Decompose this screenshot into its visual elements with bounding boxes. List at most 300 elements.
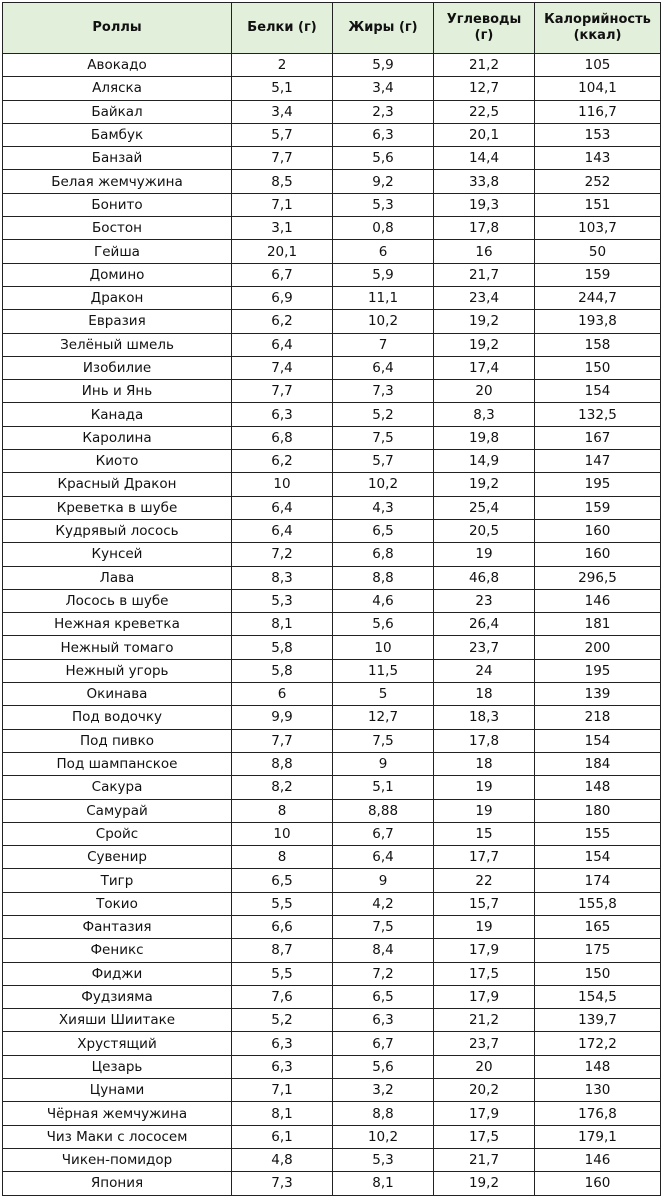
protein-value: 5,8 <box>232 659 333 682</box>
calories-value: 218 <box>535 706 661 729</box>
table-row <box>3 426 661 449</box>
protein-value: 7,7 <box>232 147 333 170</box>
roll-name: Киото <box>3 450 232 473</box>
fat-value: 12,7 <box>333 706 434 729</box>
roll-name: Аляска <box>3 77 232 100</box>
fat-value: 6,7 <box>333 822 434 845</box>
carbs-value: 19,2 <box>434 473 535 496</box>
protein-value: 8,8 <box>232 752 333 775</box>
roll-name: Чиз Маки с лососем <box>3 1125 232 1148</box>
header-carbs: Углеводы (г) <box>434 3 535 54</box>
protein-value: 8,1 <box>232 613 333 636</box>
carbs-value: 24 <box>434 659 535 682</box>
fat-value: 5,3 <box>333 193 434 216</box>
fat-value: 10,2 <box>333 1125 434 1148</box>
calories-value: 160 <box>535 519 661 542</box>
calories-value: 153 <box>535 123 661 146</box>
roll-name: Феникс <box>3 939 232 962</box>
carbs-value: 21,7 <box>434 263 535 286</box>
calories-value: 50 <box>535 240 661 263</box>
table-row <box>3 403 661 426</box>
protein-value: 7,7 <box>232 380 333 403</box>
calories-value: 103,7 <box>535 217 661 240</box>
roll-name: Инь и Янь <box>3 380 232 403</box>
roll-name: Сувенир <box>3 846 232 869</box>
carbs-value: 25,4 <box>434 496 535 519</box>
roll-name: Тигр <box>3 869 232 892</box>
protein-value: 5,7 <box>232 123 333 146</box>
fat-value: 6,4 <box>333 356 434 379</box>
roll-name: Япония <box>3 1172 232 1195</box>
table-row <box>3 636 661 659</box>
fat-value: 5,6 <box>333 1055 434 1078</box>
carbs-value: 17,4 <box>434 356 535 379</box>
fat-value: 11,5 <box>333 659 434 682</box>
carbs-value: 8,3 <box>434 403 535 426</box>
fat-value: 8,4 <box>333 939 434 962</box>
fat-value: 4,6 <box>333 589 434 612</box>
protein-value: 8,1 <box>232 1102 333 1125</box>
table-row <box>3 683 661 706</box>
carbs-value: 14,4 <box>434 147 535 170</box>
roll-name: Домино <box>3 263 232 286</box>
protein-value: 3,4 <box>232 100 333 123</box>
fat-value: 5,6 <box>333 613 434 636</box>
table-row <box>3 170 661 193</box>
carbs-value: 22 <box>434 869 535 892</box>
carbs-value: 18,3 <box>434 706 535 729</box>
calories-value: 160 <box>535 543 661 566</box>
table-row <box>3 985 661 1008</box>
carbs-value: 17,5 <box>434 1125 535 1148</box>
carbs-value: 21,2 <box>434 1009 535 1032</box>
header-fat: Жиры (г) <box>333 3 434 54</box>
table-row <box>3 1009 661 1032</box>
fat-value: 7 <box>333 333 434 356</box>
roll-name: Сакура <box>3 776 232 799</box>
protein-value: 6,3 <box>232 403 333 426</box>
protein-value: 2 <box>232 54 333 77</box>
protein-value: 6,2 <box>232 450 333 473</box>
table-row <box>3 240 661 263</box>
carbs-value: 18 <box>434 752 535 775</box>
protein-value: 5,5 <box>232 892 333 915</box>
roll-name: Бамбук <box>3 123 232 146</box>
table-row <box>3 356 661 379</box>
carbs-value: 17,9 <box>434 939 535 962</box>
table-row <box>3 77 661 100</box>
carbs-value: 19,2 <box>434 333 535 356</box>
roll-name: Фантазия <box>3 915 232 938</box>
carbs-value: 20,1 <box>434 123 535 146</box>
carbs-value: 17,9 <box>434 985 535 1008</box>
table-row <box>3 147 661 170</box>
calories-value: 175 <box>535 939 661 962</box>
table-row <box>3 519 661 542</box>
protein-value: 6,8 <box>232 426 333 449</box>
protein-value: 5,8 <box>232 636 333 659</box>
roll-name: Гейша <box>3 240 232 263</box>
header-protein: Белки (г) <box>232 3 333 54</box>
table-row <box>3 869 661 892</box>
table-row <box>3 473 661 496</box>
protein-value: 6,4 <box>232 496 333 519</box>
protein-value: 8 <box>232 799 333 822</box>
table-row <box>3 380 661 403</box>
fat-value: 10 <box>333 636 434 659</box>
table-row <box>3 799 661 822</box>
calories-value: 167 <box>535 426 661 449</box>
fat-value: 5,9 <box>333 263 434 286</box>
table-row <box>3 1102 661 1125</box>
table-row <box>3 846 661 869</box>
table-row <box>3 1032 661 1055</box>
calories-value: 159 <box>535 496 661 519</box>
table-body <box>3 54 661 1196</box>
roll-name: Бонито <box>3 193 232 216</box>
table-row <box>3 962 661 985</box>
protein-value: 6,6 <box>232 915 333 938</box>
protein-value: 7,1 <box>232 193 333 216</box>
carbs-value: 20,2 <box>434 1079 535 1102</box>
fat-value: 7,5 <box>333 915 434 938</box>
table-row <box>3 286 661 309</box>
fat-value: 7,2 <box>333 962 434 985</box>
protein-value: 8,3 <box>232 566 333 589</box>
roll-name: Лосось в шубе <box>3 589 232 612</box>
protein-value: 8,7 <box>232 939 333 962</box>
protein-value: 5,5 <box>232 962 333 985</box>
roll-name: Байкал <box>3 100 232 123</box>
carbs-value: 20,5 <box>434 519 535 542</box>
carbs-value: 19 <box>434 915 535 938</box>
table-row <box>3 1125 661 1148</box>
calories-value: 193,8 <box>535 310 661 333</box>
table-row <box>3 752 661 775</box>
fat-value: 2,3 <box>333 100 434 123</box>
protein-value: 6,3 <box>232 1032 333 1055</box>
protein-value: 6,5 <box>232 869 333 892</box>
calories-value: 151 <box>535 193 661 216</box>
roll-name: Хияши Шиитаке <box>3 1009 232 1032</box>
roll-name: Окинава <box>3 683 232 706</box>
roll-name: Хрустящий <box>3 1032 232 1055</box>
table-row <box>3 1172 661 1195</box>
calories-value: 172,2 <box>535 1032 661 1055</box>
protein-value: 6,2 <box>232 310 333 333</box>
carbs-value: 19 <box>434 776 535 799</box>
carbs-value: 21,7 <box>434 1148 535 1171</box>
table-row <box>3 193 661 216</box>
header-calories: Калорийность (ккал) <box>535 3 661 54</box>
roll-name: Сройс <box>3 822 232 845</box>
carbs-value: 15,7 <box>434 892 535 915</box>
carbs-value: 23 <box>434 589 535 612</box>
protein-value: 6,1 <box>232 1125 333 1148</box>
fat-value: 7,5 <box>333 729 434 752</box>
calories-value: 132,5 <box>535 403 661 426</box>
roll-name: Самурай <box>3 799 232 822</box>
roll-name: Фиджи <box>3 962 232 985</box>
protein-value: 7,2 <box>232 543 333 566</box>
fat-value: 9,2 <box>333 170 434 193</box>
table-row <box>3 915 661 938</box>
protein-value: 6,4 <box>232 333 333 356</box>
fat-value: 3,4 <box>333 77 434 100</box>
roll-name: Чёрная жемчужина <box>3 1102 232 1125</box>
fat-value: 8,1 <box>333 1172 434 1195</box>
table-row <box>3 729 661 752</box>
protein-value: 6,4 <box>232 519 333 542</box>
calories-value: 116,7 <box>535 100 661 123</box>
calories-value: 155 <box>535 822 661 845</box>
carbs-value: 17,8 <box>434 729 535 752</box>
calories-value: 139,7 <box>535 1009 661 1032</box>
calories-value: 195 <box>535 659 661 682</box>
carbs-value: 23,4 <box>434 286 535 309</box>
protein-value: 4,8 <box>232 1148 333 1171</box>
roll-name: Под водочку <box>3 706 232 729</box>
fat-value: 10,2 <box>333 473 434 496</box>
calories-value: 105 <box>535 54 661 77</box>
protein-value: 8,5 <box>232 170 333 193</box>
carbs-value: 19,3 <box>434 193 535 216</box>
fat-value: 11,1 <box>333 286 434 309</box>
calories-value: 150 <box>535 962 661 985</box>
protein-value: 5,3 <box>232 589 333 612</box>
roll-name: Евразия <box>3 310 232 333</box>
roll-name: Авокадо <box>3 54 232 77</box>
calories-value: 147 <box>535 450 661 473</box>
roll-name: Белая жемчужина <box>3 170 232 193</box>
calories-value: 139 <box>535 683 661 706</box>
fat-value: 0,8 <box>333 217 434 240</box>
fat-value: 5 <box>333 683 434 706</box>
table-row <box>3 123 661 146</box>
fat-value: 6 <box>333 240 434 263</box>
carbs-value: 17,9 <box>434 1102 535 1125</box>
protein-value: 6 <box>232 683 333 706</box>
protein-value: 5,1 <box>232 77 333 100</box>
table-row <box>3 263 661 286</box>
table-row <box>3 776 661 799</box>
carbs-value: 33,8 <box>434 170 535 193</box>
protein-value: 7,3 <box>232 1172 333 1195</box>
protein-value: 6,7 <box>232 263 333 286</box>
calories-value: 104,1 <box>535 77 661 100</box>
roll-name: Лава <box>3 566 232 589</box>
protein-value: 9,9 <box>232 706 333 729</box>
roll-name: Бостон <box>3 217 232 240</box>
calories-value: 148 <box>535 776 661 799</box>
calories-value: 296,5 <box>535 566 661 589</box>
protein-value: 20,1 <box>232 240 333 263</box>
header-row <box>3 3 661 54</box>
calories-value: 176,8 <box>535 1102 661 1125</box>
roll-name: Креветка в шубе <box>3 496 232 519</box>
carbs-value: 23,7 <box>434 636 535 659</box>
calories-value: 154 <box>535 380 661 403</box>
table-row <box>3 892 661 915</box>
roll-name: Токио <box>3 892 232 915</box>
table-row <box>3 1079 661 1102</box>
calories-value: 181 <box>535 613 661 636</box>
fat-value: 5,2 <box>333 403 434 426</box>
table-row <box>3 659 661 682</box>
table-row <box>3 939 661 962</box>
roll-name: Каролина <box>3 426 232 449</box>
protein-value: 8,2 <box>232 776 333 799</box>
calories-value: 180 <box>535 799 661 822</box>
table-row <box>3 450 661 473</box>
roll-name: Красный Дракон <box>3 473 232 496</box>
calories-value: 174 <box>535 869 661 892</box>
table-header <box>3 3 661 54</box>
calories-value: 146 <box>535 589 661 612</box>
fat-value: 6,5 <box>333 519 434 542</box>
fat-value: 4,2 <box>333 892 434 915</box>
carbs-value: 17,8 <box>434 217 535 240</box>
roll-name: Дракон <box>3 286 232 309</box>
calories-value: 146 <box>535 1148 661 1171</box>
carbs-value: 20 <box>434 380 535 403</box>
calories-value: 148 <box>535 1055 661 1078</box>
carbs-value: 17,5 <box>434 962 535 985</box>
fat-value: 6,5 <box>333 985 434 1008</box>
carbs-value: 46,8 <box>434 566 535 589</box>
protein-value: 3,1 <box>232 217 333 240</box>
roll-name: Под пивко <box>3 729 232 752</box>
carbs-value: 14,9 <box>434 450 535 473</box>
roll-name: Чикен-помидор <box>3 1148 232 1171</box>
protein-value: 6,3 <box>232 1055 333 1078</box>
roll-name: Зелёный шмель <box>3 333 232 356</box>
calories-value: 244,7 <box>535 286 661 309</box>
calories-value: 150 <box>535 356 661 379</box>
roll-name: Кунсей <box>3 543 232 566</box>
table-row <box>3 1055 661 1078</box>
protein-value: 8 <box>232 846 333 869</box>
fat-value: 10,2 <box>333 310 434 333</box>
calories-value: 159 <box>535 263 661 286</box>
table-row <box>3 613 661 636</box>
protein-value: 10 <box>232 473 333 496</box>
roll-name: Банзай <box>3 147 232 170</box>
calories-value: 155,8 <box>535 892 661 915</box>
protein-value: 7,4 <box>232 356 333 379</box>
calories-value: 184 <box>535 752 661 775</box>
carbs-value: 20 <box>434 1055 535 1078</box>
protein-value: 7,6 <box>232 985 333 1008</box>
protein-value: 10 <box>232 822 333 845</box>
fat-value: 6,8 <box>333 543 434 566</box>
carbs-value: 19,2 <box>434 310 535 333</box>
fat-value: 5,9 <box>333 54 434 77</box>
calories-value: 143 <box>535 147 661 170</box>
table-row <box>3 54 661 77</box>
carbs-value: 19,2 <box>434 1172 535 1195</box>
table-row <box>3 1148 661 1171</box>
calories-value: 130 <box>535 1079 661 1102</box>
fat-value: 6,3 <box>333 1009 434 1032</box>
fat-value: 8,88 <box>333 799 434 822</box>
table-row <box>3 217 661 240</box>
fat-value: 5,6 <box>333 147 434 170</box>
protein-value: 6,9 <box>232 286 333 309</box>
carbs-value: 26,4 <box>434 613 535 636</box>
roll-name: Канада <box>3 403 232 426</box>
protein-value: 5,2 <box>232 1009 333 1032</box>
carbs-value: 12,7 <box>434 77 535 100</box>
roll-name: Под шампанское <box>3 752 232 775</box>
table-row <box>3 100 661 123</box>
carbs-value: 17,7 <box>434 846 535 869</box>
fat-value: 8,8 <box>333 566 434 589</box>
fat-value: 8,8 <box>333 1102 434 1125</box>
carbs-value: 21,2 <box>434 54 535 77</box>
protein-value: 7,1 <box>232 1079 333 1102</box>
calories-value: 154 <box>535 729 661 752</box>
table-row <box>3 822 661 845</box>
table-row <box>3 333 661 356</box>
fat-value: 9 <box>333 869 434 892</box>
calories-value: 252 <box>535 170 661 193</box>
fat-value: 6,4 <box>333 846 434 869</box>
roll-name: Нежная креветка <box>3 613 232 636</box>
table-row <box>3 589 661 612</box>
fat-value: 5,3 <box>333 1148 434 1171</box>
fat-value: 9 <box>333 752 434 775</box>
fat-value: 5,7 <box>333 450 434 473</box>
carbs-value: 19 <box>434 543 535 566</box>
table-row <box>3 566 661 589</box>
calories-value: 195 <box>535 473 661 496</box>
carbs-value: 19,8 <box>434 426 535 449</box>
fat-value: 7,3 <box>333 380 434 403</box>
protein-value: 7,7 <box>232 729 333 752</box>
fat-value: 5,1 <box>333 776 434 799</box>
carbs-value: 19 <box>434 799 535 822</box>
table-row <box>3 310 661 333</box>
calories-value: 154,5 <box>535 985 661 1008</box>
carbs-value: 22,5 <box>434 100 535 123</box>
roll-name: Фудзияма <box>3 985 232 1008</box>
roll-name: Кудрявый лосось <box>3 519 232 542</box>
table-row <box>3 706 661 729</box>
roll-name: Нежный угорь <box>3 659 232 682</box>
carbs-value: 16 <box>434 240 535 263</box>
fat-value: 3,2 <box>333 1079 434 1102</box>
carbs-value: 23,7 <box>434 1032 535 1055</box>
table-row <box>3 496 661 519</box>
roll-name: Изобилие <box>3 356 232 379</box>
fat-value: 4,3 <box>333 496 434 519</box>
header-rolls: Роллы <box>3 3 232 54</box>
calories-value: 165 <box>535 915 661 938</box>
carbs-value: 15 <box>434 822 535 845</box>
roll-name: Цунами <box>3 1079 232 1102</box>
nutrition-table <box>2 2 661 1196</box>
roll-name: Нежный томаго <box>3 636 232 659</box>
calories-value: 179,1 <box>535 1125 661 1148</box>
roll-name: Цезарь <box>3 1055 232 1078</box>
carbs-value: 18 <box>434 683 535 706</box>
table-row <box>3 543 661 566</box>
calories-value: 160 <box>535 1172 661 1195</box>
calories-value: 154 <box>535 846 661 869</box>
fat-value: 7,5 <box>333 426 434 449</box>
fat-value: 6,7 <box>333 1032 434 1055</box>
